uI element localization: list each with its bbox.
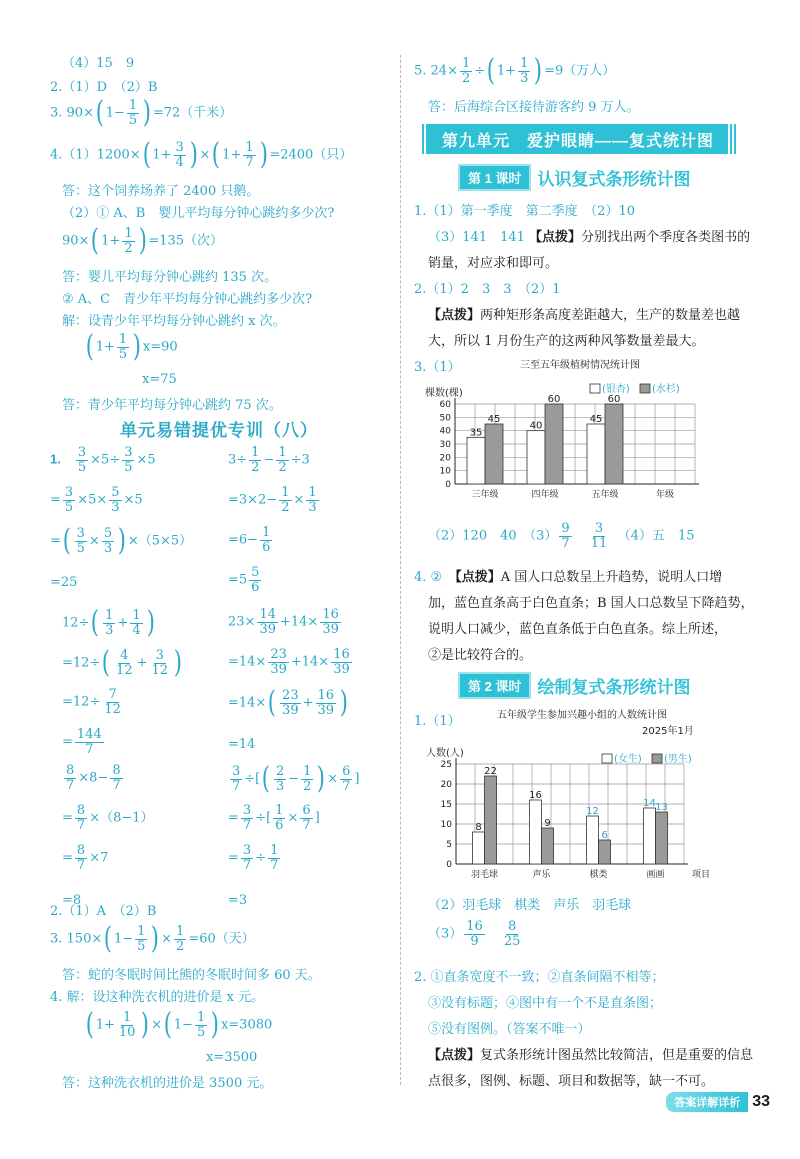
answer-line: ② A、C 青少年平均每分钟心跳约多少次? bbox=[62, 292, 313, 307]
answer-line: ⑤没有图例。（答案不唯一） bbox=[428, 1022, 591, 1037]
y-axis-label: 人数(人) bbox=[426, 748, 464, 759]
answer-line: ( 1+ $\frac{1}{5}$ ) x=90 bbox=[85, 329, 178, 364]
interest-group-chart bbox=[426, 706, 732, 886]
y-tick-label: 10 bbox=[439, 466, 451, 477]
legend-swatch bbox=[590, 384, 600, 393]
answer-line: （2）羽毛球 棋类 声乐 羽毛球 bbox=[428, 898, 632, 913]
answer-line: 2.（1）D （2）B bbox=[50, 80, 158, 95]
answer-line: x=75 bbox=[142, 372, 177, 387]
answer-line: 点很多，图例、标题、项目和数据等，缺一不可。 bbox=[428, 1074, 715, 1089]
bar-男生 bbox=[656, 812, 668, 864]
y-tick-label: 0 bbox=[445, 480, 451, 490]
answer-line: 3. 150×( 1− $\frac{1}{5}$ ) × $\frac{1}{2}$ =60（天） bbox=[50, 921, 255, 956]
y-tick-label: 40 bbox=[439, 426, 451, 437]
answer-line: （3） $\frac{16}{9}$ $\frac{8}{25}$ bbox=[428, 919, 521, 949]
y-tick-label: 20 bbox=[439, 453, 451, 464]
legend-label: (男生) bbox=[664, 754, 692, 765]
calc-block-6: $\frac{3}{7}$ ÷[( $\frac{2}{3}$ − $\frac{1}{2}$ ) × $\frac{6}{7}$ ] = $\frac{3}{7}$ ÷[ $\frac{1}{6}$ × $\frac{6}{7}$ ] = $\frac{3}{7}$ ÷ $\frac{1}{7}$ =3 bbox=[228, 761, 360, 908]
bar-银杏 bbox=[527, 431, 545, 484]
x-tick-label: 画画 bbox=[646, 870, 665, 880]
answer-line: 5. 24× $\frac{1}{2}$ ÷( 1+ $\frac{1}{3}$ ) =9（万人） bbox=[414, 53, 616, 88]
answer-line: 2.（1）A （2）B bbox=[50, 904, 157, 919]
x-tick-label: 声乐 bbox=[532, 870, 551, 880]
bar-水杉 bbox=[545, 404, 563, 484]
chart-title: 五年级学生参加兴趣小组的人数统计图 bbox=[497, 710, 667, 721]
lesson-header-2 bbox=[458, 672, 690, 699]
legend-label: (女生) bbox=[614, 754, 642, 765]
data-label: 45 bbox=[589, 414, 603, 425]
answer-line: （3）141 141 【点拨】分别找出两个季度各类图书的 bbox=[428, 230, 751, 245]
page-footer bbox=[666, 1092, 770, 1112]
answer-line: 答：这个饲养场养了 2400 只鹅。 bbox=[62, 184, 260, 199]
x-tick-label: 棋类 bbox=[589, 870, 608, 880]
data-label: 9 bbox=[544, 818, 551, 829]
chart-subtitle: 2025年1月 bbox=[642, 726, 694, 737]
answer-line: 【点拨】两种矩形条高度差距越大，生产的数量差也越 bbox=[428, 308, 741, 323]
bar-女生 bbox=[473, 832, 485, 864]
tree-planting-chart bbox=[425, 356, 730, 506]
answer-line: 4.（1）1200×( 1+ $\frac{3}{4}$ ) ×( 1+ $\frac{1}{7}$ ) =2400（只） bbox=[50, 137, 353, 172]
answer-line: 答：后海综合区接待游客约 9 万人。 bbox=[428, 100, 640, 115]
bar-银杏 bbox=[587, 424, 605, 484]
calc-block-5: $\frac{8}{7}$ ×8− $\frac{8}{7}$ = $\frac{8}{7}$ ×（8−1） = $\frac{8}{7}$ ×7 =8 bbox=[62, 763, 154, 908]
answer-line: （2）① A、B 婴儿平均每分钟心跳约多少次? bbox=[62, 206, 335, 221]
x-tick-label: 五年级 bbox=[591, 490, 619, 500]
y-tick-label: 10 bbox=[440, 820, 452, 830]
bar-银杏 bbox=[467, 437, 485, 484]
data-label: 40 bbox=[529, 420, 543, 432]
x-tick-label: 年级 bbox=[655, 490, 675, 500]
answer-line: ②是比较符合的。 bbox=[428, 648, 533, 663]
bar-女生 bbox=[644, 808, 656, 864]
answer-line: 销量，对应求和即可。 bbox=[428, 256, 559, 271]
chart-title: 三至五年级植树情况统计图 bbox=[520, 360, 640, 371]
bar-男生 bbox=[599, 840, 611, 864]
x-tick-label: 羽毛球 bbox=[470, 870, 499, 880]
data-label: 22 bbox=[484, 766, 497, 777]
data-label: 35 bbox=[469, 427, 483, 439]
answer-line: （4）15 9 bbox=[62, 56, 135, 71]
y-tick-label: 50 bbox=[439, 413, 451, 424]
answer-line: ③没有标题；④图中有一个不是直条图； bbox=[428, 996, 663, 1011]
legend-label: (银杏) bbox=[602, 384, 630, 395]
data-label: 6 bbox=[601, 830, 608, 841]
answer-line: 大，所以 1 月份生产的这两种风筝数量差最大。 bbox=[428, 334, 705, 349]
data-label: 60 bbox=[547, 394, 561, 405]
answer-line: 答：蛇的冬眠时间比熊的冬眠时间多 60 天。 bbox=[62, 968, 321, 983]
data-label: 45 bbox=[487, 414, 501, 425]
y-tick-label: 15 bbox=[440, 800, 452, 810]
unit-banner: 第九单元 爱护眼睛——复式统计图 bbox=[420, 124, 736, 154]
answer-line: 3. 90×( 1− $\frac{1}{5}$ ) =72（千米） bbox=[50, 95, 233, 130]
x-tick-label: 四年级 bbox=[531, 490, 559, 500]
page-number: 33 bbox=[752, 1093, 770, 1110]
data-label: 60 bbox=[607, 394, 621, 405]
answer-line: ( 1+ $\frac{1}{10}$ ) ×( 1− $\frac{1}{5}$ ) x=3080 bbox=[85, 1007, 273, 1042]
answer-line: 3.（1） bbox=[414, 360, 461, 375]
lesson-title: 认识复式条形统计图 bbox=[537, 170, 691, 189]
footer-label: 答案详解详析 bbox=[666, 1092, 748, 1112]
bar-女生 bbox=[530, 800, 542, 864]
y-tick-label: 0 bbox=[446, 860, 452, 870]
bar-男生 bbox=[542, 828, 554, 864]
calc-block-3: 12÷( $\frac{1}{3}$ + $\frac{1}{4}$ ) =12÷( $\frac{4}{12}$ + $\frac{3}{12}$ ) =12÷ $\frac{7}{12}$ = $\frac{144}{7}$ bbox=[62, 605, 183, 757]
answer-line: 2.（1）2 3 3 （2）1 bbox=[414, 282, 561, 297]
section-title: 单元易错提优专训（八） bbox=[120, 421, 318, 440]
answer-line: 2. ①直条宽度不一致；②直条间隔不相等； bbox=[414, 970, 665, 985]
legend-swatch bbox=[652, 754, 662, 763]
column-divider bbox=[400, 55, 401, 1085]
answer-line: 4. 解：设这种洗衣机的进价是 x 元。 bbox=[50, 990, 265, 1005]
y-tick-label: 20 bbox=[440, 780, 452, 790]
data-label: 16 bbox=[529, 790, 542, 801]
answer-line: 加，蓝色直条高于白色直条；B 国人口总数呈下降趋势， bbox=[428, 596, 754, 611]
answer-line: （2）120 40 （3） $\frac{9}{7}$ $\frac{3}{11}$ （4）五 15 bbox=[428, 521, 695, 551]
bar-水杉 bbox=[605, 404, 623, 484]
data-label: 8 bbox=[475, 822, 482, 833]
answer-line: 答：青少年平均每分钟心跳约 75 次。 bbox=[62, 398, 282, 413]
legend-label: (水杉) bbox=[652, 384, 680, 395]
answer-line: 答：婴儿平均每分钟心跳约 135 次。 bbox=[62, 270, 278, 285]
x-axis-label: 项目 bbox=[692, 870, 711, 880]
answer-line: 1.（1） bbox=[414, 714, 461, 729]
answer-line: 90×( 1+ $\frac{1}{2}$ ) =135（次） bbox=[62, 223, 224, 258]
x-tick-label: 三年级 bbox=[471, 490, 499, 500]
answer-line: 说明人口减少，蓝色直条低于白色直条。综上所述， bbox=[428, 622, 728, 637]
answer-line: 答：这种洗衣机的进价是 3500 元。 bbox=[62, 1076, 273, 1091]
legend-swatch bbox=[640, 384, 650, 393]
answer-line: 4. ② 【点拨】A 国人口总数呈上升趋势，说明人口增 bbox=[414, 570, 723, 585]
bar-水杉 bbox=[485, 424, 503, 484]
lesson-title: 绘制复式条形统计图 bbox=[537, 678, 691, 697]
lesson-tag: 第 2 课时 bbox=[458, 672, 531, 699]
lesson-tag: 第 1 课时 bbox=[458, 164, 531, 191]
calc-block-4: 23× $\frac{14}{39}$ +14× $\frac{16}{39}$ =14× $\frac{23}{39}$ +14× $\frac{16}{39}$ =14×( $\frac{23}{39}$ + $\frac{16}{39}$ ) =14 bbox=[228, 607, 350, 752]
calc-block-2: 3÷ $\frac{1}{2}$ − $\frac{1}{2}$ ÷3 =3×2− $\frac{1}{2}$ × $\frac{1}{3}$ =6− $\frac{1}{6}$ =5 $\frac{5}{6}$ bbox=[228, 445, 317, 595]
y-tick-label: 25 bbox=[440, 760, 452, 770]
y-tick-label: 60 bbox=[439, 400, 451, 410]
y-tick-label: 5 bbox=[446, 840, 452, 850]
bar-男生 bbox=[485, 776, 497, 864]
y-axis-label: 棵数(棵) bbox=[425, 388, 463, 399]
answer-line: 解：设青少年平均每分钟心跳约 x 次。 bbox=[62, 314, 286, 329]
answer-line: x=3500 bbox=[206, 1050, 258, 1065]
data-label: 14 bbox=[643, 798, 656, 809]
bar-女生 bbox=[587, 816, 599, 864]
y-tick-label: 30 bbox=[439, 440, 451, 450]
answer-line: 【点拨】复式条形统计图虽然比较简洁，但是重要的信息 bbox=[428, 1048, 754, 1063]
calc-block-1: 1. $\frac{3}{5}$ ×5÷ $\frac{3}{5}$ ×5 = $\frac{3}{5}$ ×5× $\frac{5}{3}$ ×5 =( $\frac{3}{5}$ × $\frac{5}{3}$ ) ×（5×5） =25 bbox=[50, 445, 193, 590]
data-label: 13 bbox=[655, 802, 668, 813]
lesson-header-1 bbox=[458, 164, 690, 191]
data-label: 12 bbox=[586, 806, 599, 817]
legend-swatch bbox=[602, 754, 612, 763]
answer-line: 1.（1）第一季度 第二季度 （2）10 bbox=[414, 204, 635, 219]
